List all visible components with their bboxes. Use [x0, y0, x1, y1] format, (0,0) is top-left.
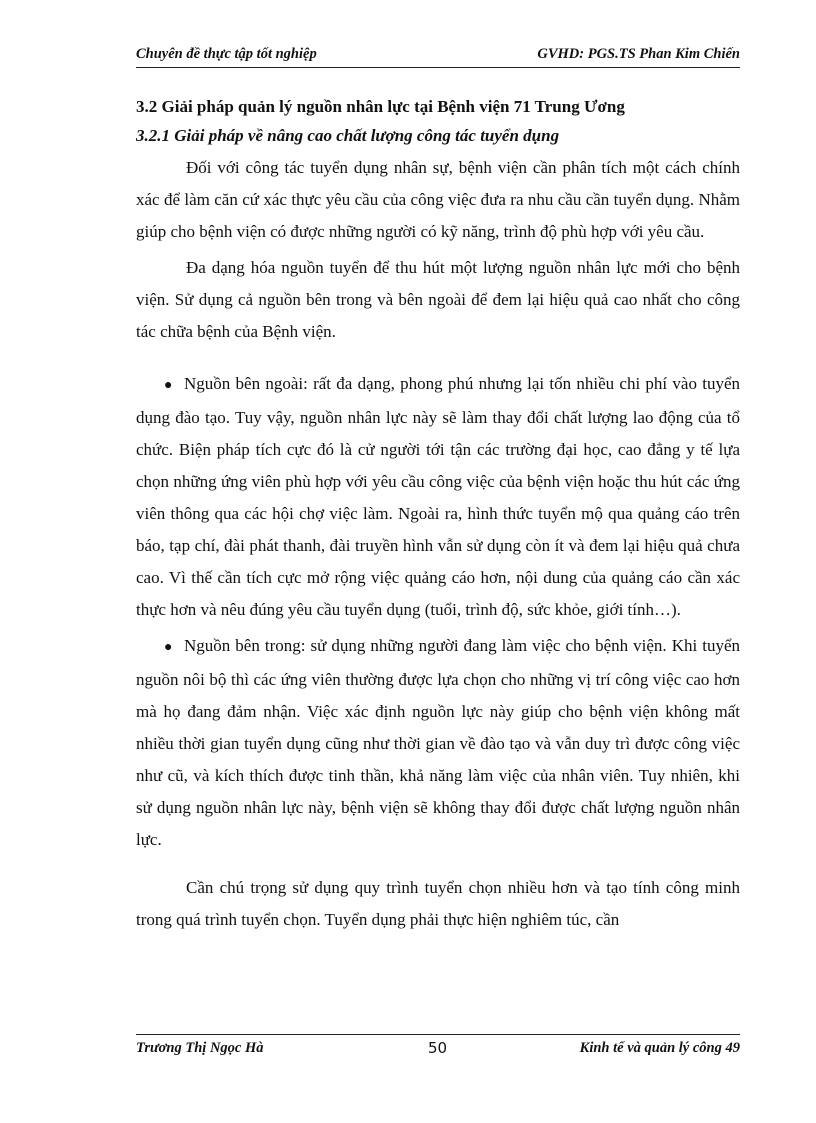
paragraph: Đa dạng hóa nguồn tuyển để thu hút một lượng nguồn nhân lực mới cho bệnh viện. Sử dụng cả nguồn bên trong và bên ngoài để đem lại hiệu quả cao nhất cho công tác chữa bệnh của Bệnh viện.	[136, 258, 740, 341]
footer-divider	[136, 1034, 740, 1035]
page-footer	[136, 1040, 740, 1062]
bullet-text: Nguồn bên trong: sử dụng những người đang làm việc cho bệnh viện. Khi tuyển nguồn nôi bộ thì các ứng viên thường được lựa chọn cho những vị trí công việc cao hơn mà họ đang đảm nhận. Việc xác định nguồn lực này giúp cho bệnh viện không mất nhiều thời gian tuyển dụng cũng như thời gian về đào tạo và vẫn duy trì được công việc như cũ, và kích thích được tinh thần, khả năng làm việc của nhân viên. Tuy nhiên, khi sử dụng nguồn nhân lực này, bệnh viện sẽ không thay đổi được chất lượng nguồn nhân lực.	[136, 636, 740, 849]
page-body	[136, 94, 740, 936]
section-title: 3.2 Giải pháp quản lý nguồn nhân lực tại Bệnh viện 71 Trung Ương	[136, 97, 625, 116]
bullet-icon: ●	[164, 640, 173, 655]
bullet-icon: ●	[164, 378, 173, 393]
header-document-title: Chuyên đề thực tập tốt nghiệp	[136, 46, 317, 62]
paragraph: Đối với công tác tuyển dụng nhân sự, bệnh viện cần phân tích một cách chính xác để làm căn cứ xác thực yêu cầu của công việc đưa ra nhu cầu cần tuyển dụng. Nhằm giúp cho bệnh viện có được những người có kỹ năng, trình độ phù hợp với yêu cầu.	[136, 158, 740, 241]
footer-course: Kinh tế và quản lý công 49	[579, 1040, 740, 1056]
header-supervisor: GVHD: PGS.TS Phan Kim Chiến	[537, 46, 740, 62]
paragraph: Cần chú trọng sử dụng quy trình tuyển chọn nhiều hơn và tạo tính công minh trong quá trình tuyển chọn. Tuyển dụng phải thực hiện nghiêm túc, cần	[136, 878, 740, 929]
bullet-item	[136, 368, 740, 626]
footer-author: Trương Thị Ngọc Hà	[136, 1040, 264, 1056]
subsection-title: 3.2.1 Giải pháp về nâng cao chất lượng công tác tuyển dụng	[136, 126, 560, 145]
page-number: 50	[428, 1039, 448, 1057]
bullet-text: Nguồn bên ngoài: rất đa dạng, phong phú nhưng lại tốn nhiều chi phí vào tuyển dụng đào tạo. Tuy vậy, nguồn nhân lực này sẽ làm thay đổi chất lượng lao động của tổ chức. Biện pháp tích cực đó là cử người tới tận các trường đại học, cao đẳng y tế lựa chọn những ứng viên phù hợp với yêu cầu công việc của bệnh viện hoặc thu hút các ứng viên thông qua các hội chợ việc làm. Ngoài ra, hình thức tuyển mộ qua quảng cáo trên báo, tạp chí, đài phát thanh, đài truyền hình vẫn sử dụng còn ít và đem lại hiệu quả chưa cao. Vì thế cần tích cực mở rộng việc quảng cáo hơn, nội dung của quảng cáo cần xác thực hơn và nêu đúng yêu cầu tuyển dụng (tuổi, trình độ, sức khỏe, giới tính…).	[136, 374, 740, 619]
bullet-item	[136, 630, 740, 856]
header-divider	[136, 67, 740, 68]
page-header	[136, 46, 740, 66]
